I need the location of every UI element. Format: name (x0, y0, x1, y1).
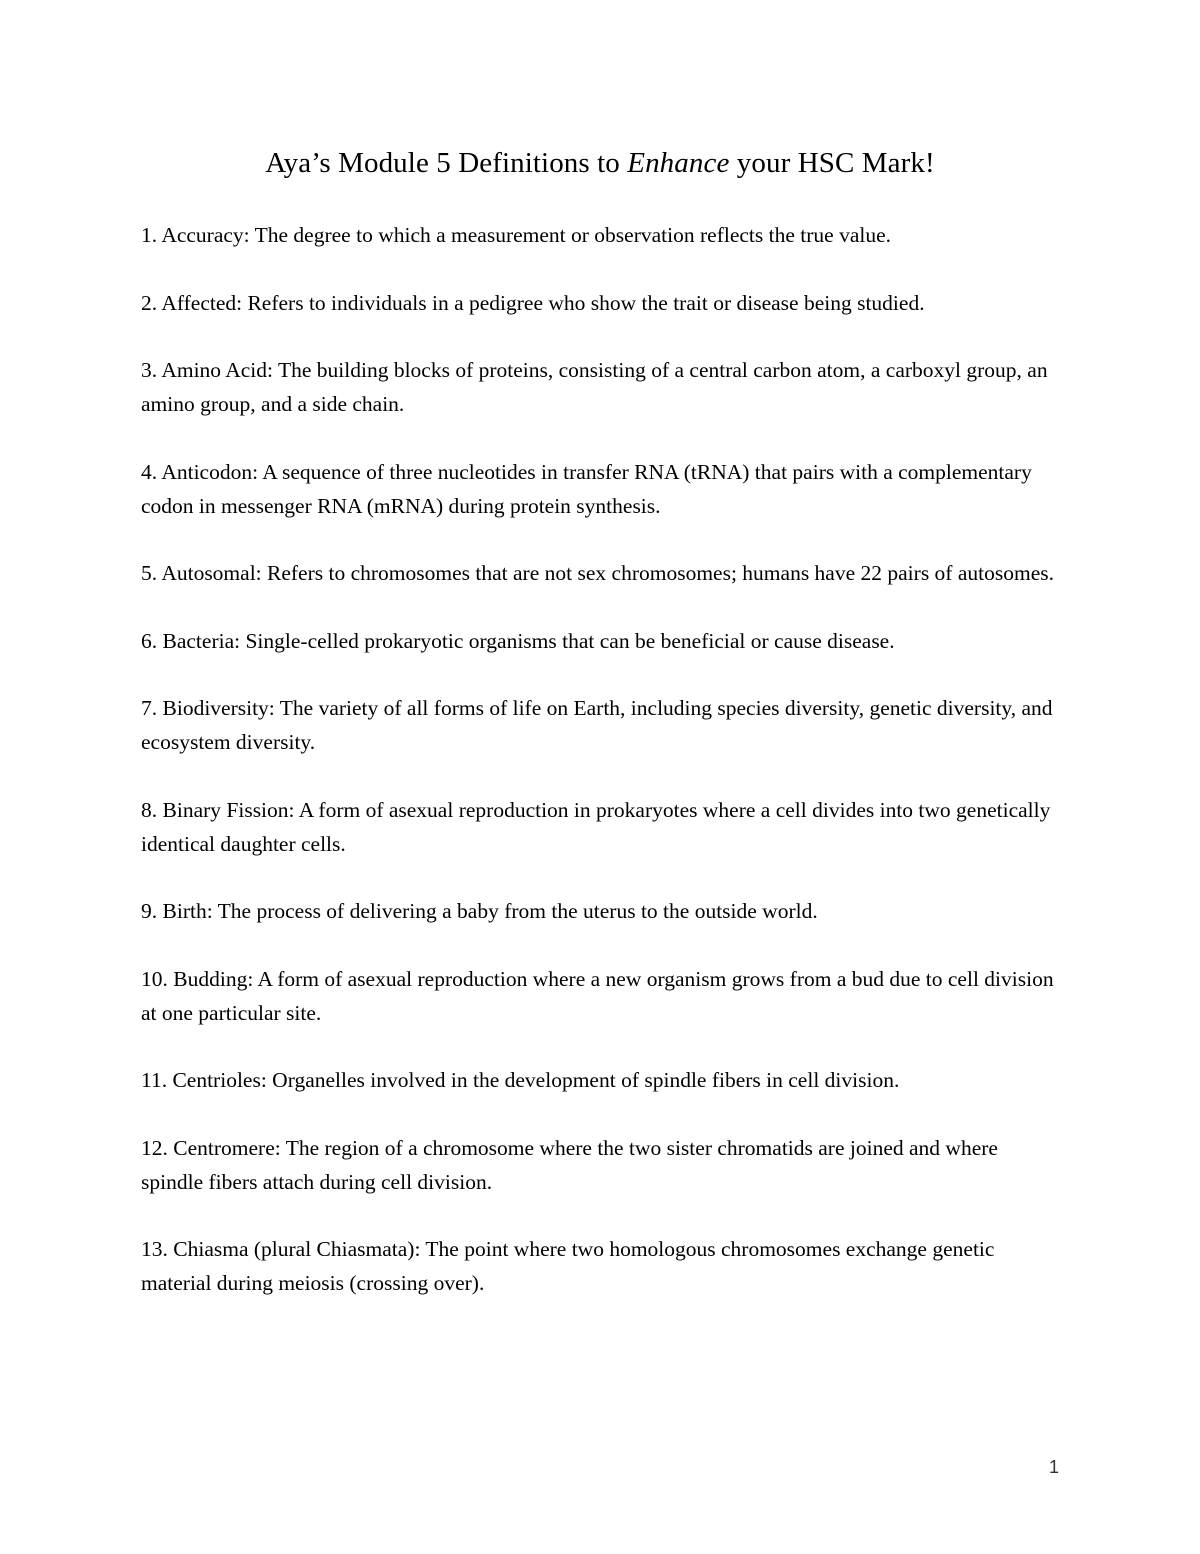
title-emphasis: Enhance (627, 147, 730, 179)
definitions-list (141, 218, 1061, 1334)
definition-item: 11. Centrioles: Organelles involved in the development of spindle fibers in cell division. (141, 1068, 900, 1092)
definition-item: 1. Accuracy: The degree to which a measurement or observation reflects the true value. (141, 223, 892, 247)
definition-item: 2. Affected: Refers to individuals in a pedigree who show the trait or disease being studied. (141, 290, 925, 315)
definition-item: 6. Bacteria: Single-celled prokaryotic organisms that can be beneficial or cause disease. (141, 628, 895, 653)
definition-item: 4. Anticodon: A sequence of three nucleotides in transfer RNA (tRNA) that pairs with a complementary codon in messenger RNA (mRNA) during protein synthesis. (141, 459, 1032, 518)
title-prefix: Aya’s Module 5 Definitions to (265, 147, 628, 179)
page-number: 1 (1048, 1457, 1059, 1477)
definition-item: 5. Autosomal: Refers to chromosomes that are not sex chromosomes; humans have 22 pairs of autosomes. (141, 561, 1054, 585)
definition-item: 9. Birth: The process of delivering a baby from the uterus to the outside world. (141, 899, 818, 923)
definition-item: 10. Budding: A form of asexual reproduction where a new organism grows from a bud due to cell division at one particular site. (141, 966, 1054, 1025)
definition-item: 13. Chiasma (plural Chiasmata): The point where two homologous chromosomes exchange genetic material during meiosis (crossing over). (141, 1237, 995, 1295)
definition-item: 3. Amino Acid: The building blocks of proteins, consisting of a central carbon atom, a carboxyl group, an amino group, and a side chain. (141, 358, 1048, 416)
page-title (0, 138, 1200, 188)
definition-item: 7. Biodiversity: The variety of all forms of life on Earth, including species diversity, genetic diversity, and ecosystem diversity. (141, 696, 1053, 754)
definition-item: 8. Binary Fission: A form of asexual reproduction in prokaryotes where a cell divides into two genetically identical daughter cells. (141, 797, 1051, 856)
definition-item: 12. Centromere: The region of a chromosome where the two sister chromatids are joined and where spindle fibers attach during cell division. (141, 1135, 998, 1194)
title-suffix: your HSC Mark! (729, 147, 935, 179)
